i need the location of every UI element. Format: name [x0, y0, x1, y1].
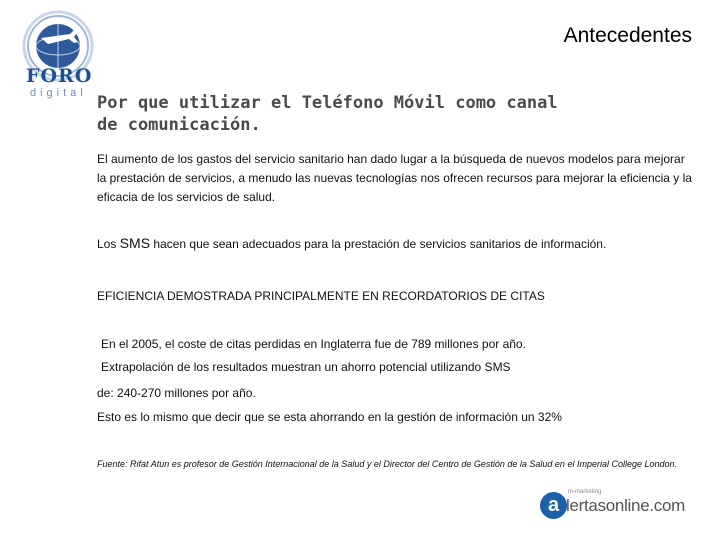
sms-text-after: hacen que sean adecuados para la prestación de servicios sanitarios de información.: [150, 237, 607, 251]
logo-subtext: digital: [30, 87, 87, 99]
paragraph-savings-percent: Esto es lo mismo que decir que se esta ahorrando en la gestión de información un 32%: [97, 410, 562, 424]
brand-tagline: m-marketing: [568, 489, 602, 495]
paragraph-intro: El aumento de los gastos del servicio sanitario han dado lugar a la búsqueda de nuevos modelos para mejorar la prestación de servicios, a menudo las nuevas tecnologías nos ofrecen recursos para mejorar la eficiencia y la eficacia de los servicios de salud.: [97, 152, 692, 204]
foro-digital-logo: [8, 8, 104, 104]
section-heading: [97, 92, 657, 136]
brand-text: lertasonline.com: [566, 496, 685, 515]
paragraph-efficiency-heading: EFICIENCIA DEMOSTRADA PRINCIPALMENTE EN RECORDATORIOS DE CITAS: [97, 289, 545, 303]
paragraph-sms: [97, 234, 697, 254]
sms-keyword: SMS: [119, 235, 151, 251]
brand-letter-icon: a: [540, 492, 567, 519]
paragraph-cost-2005: En el 2005, el coste de citas perdidas en Inglaterra fue de 789 millones por año.: [101, 337, 526, 351]
paragraph-extrapolation: Extrapolación de los resultados muestran un ahorro potencial utilizando SMS: [101, 360, 511, 374]
sms-text-before: Los: [97, 237, 120, 251]
heading-line-1: Por que utilizar el Teléfono Móvil como canal: [97, 93, 558, 113]
logo-wordmark: FORO: [26, 65, 93, 87]
paragraph-savings-range: de: 240-270 millones por año.: [97, 386, 256, 400]
alertasonline-logo: [540, 490, 700, 524]
page-title: Antecedentes: [563, 24, 692, 47]
source-citation: Fuente: Rifat Atun es profesor de Gestión Internacional de la Salud y el Director del Centro de Gestión de la Salud en el Imperial College London.: [97, 459, 678, 469]
heading-line-2: de comunicación.: [97, 115, 261, 135]
